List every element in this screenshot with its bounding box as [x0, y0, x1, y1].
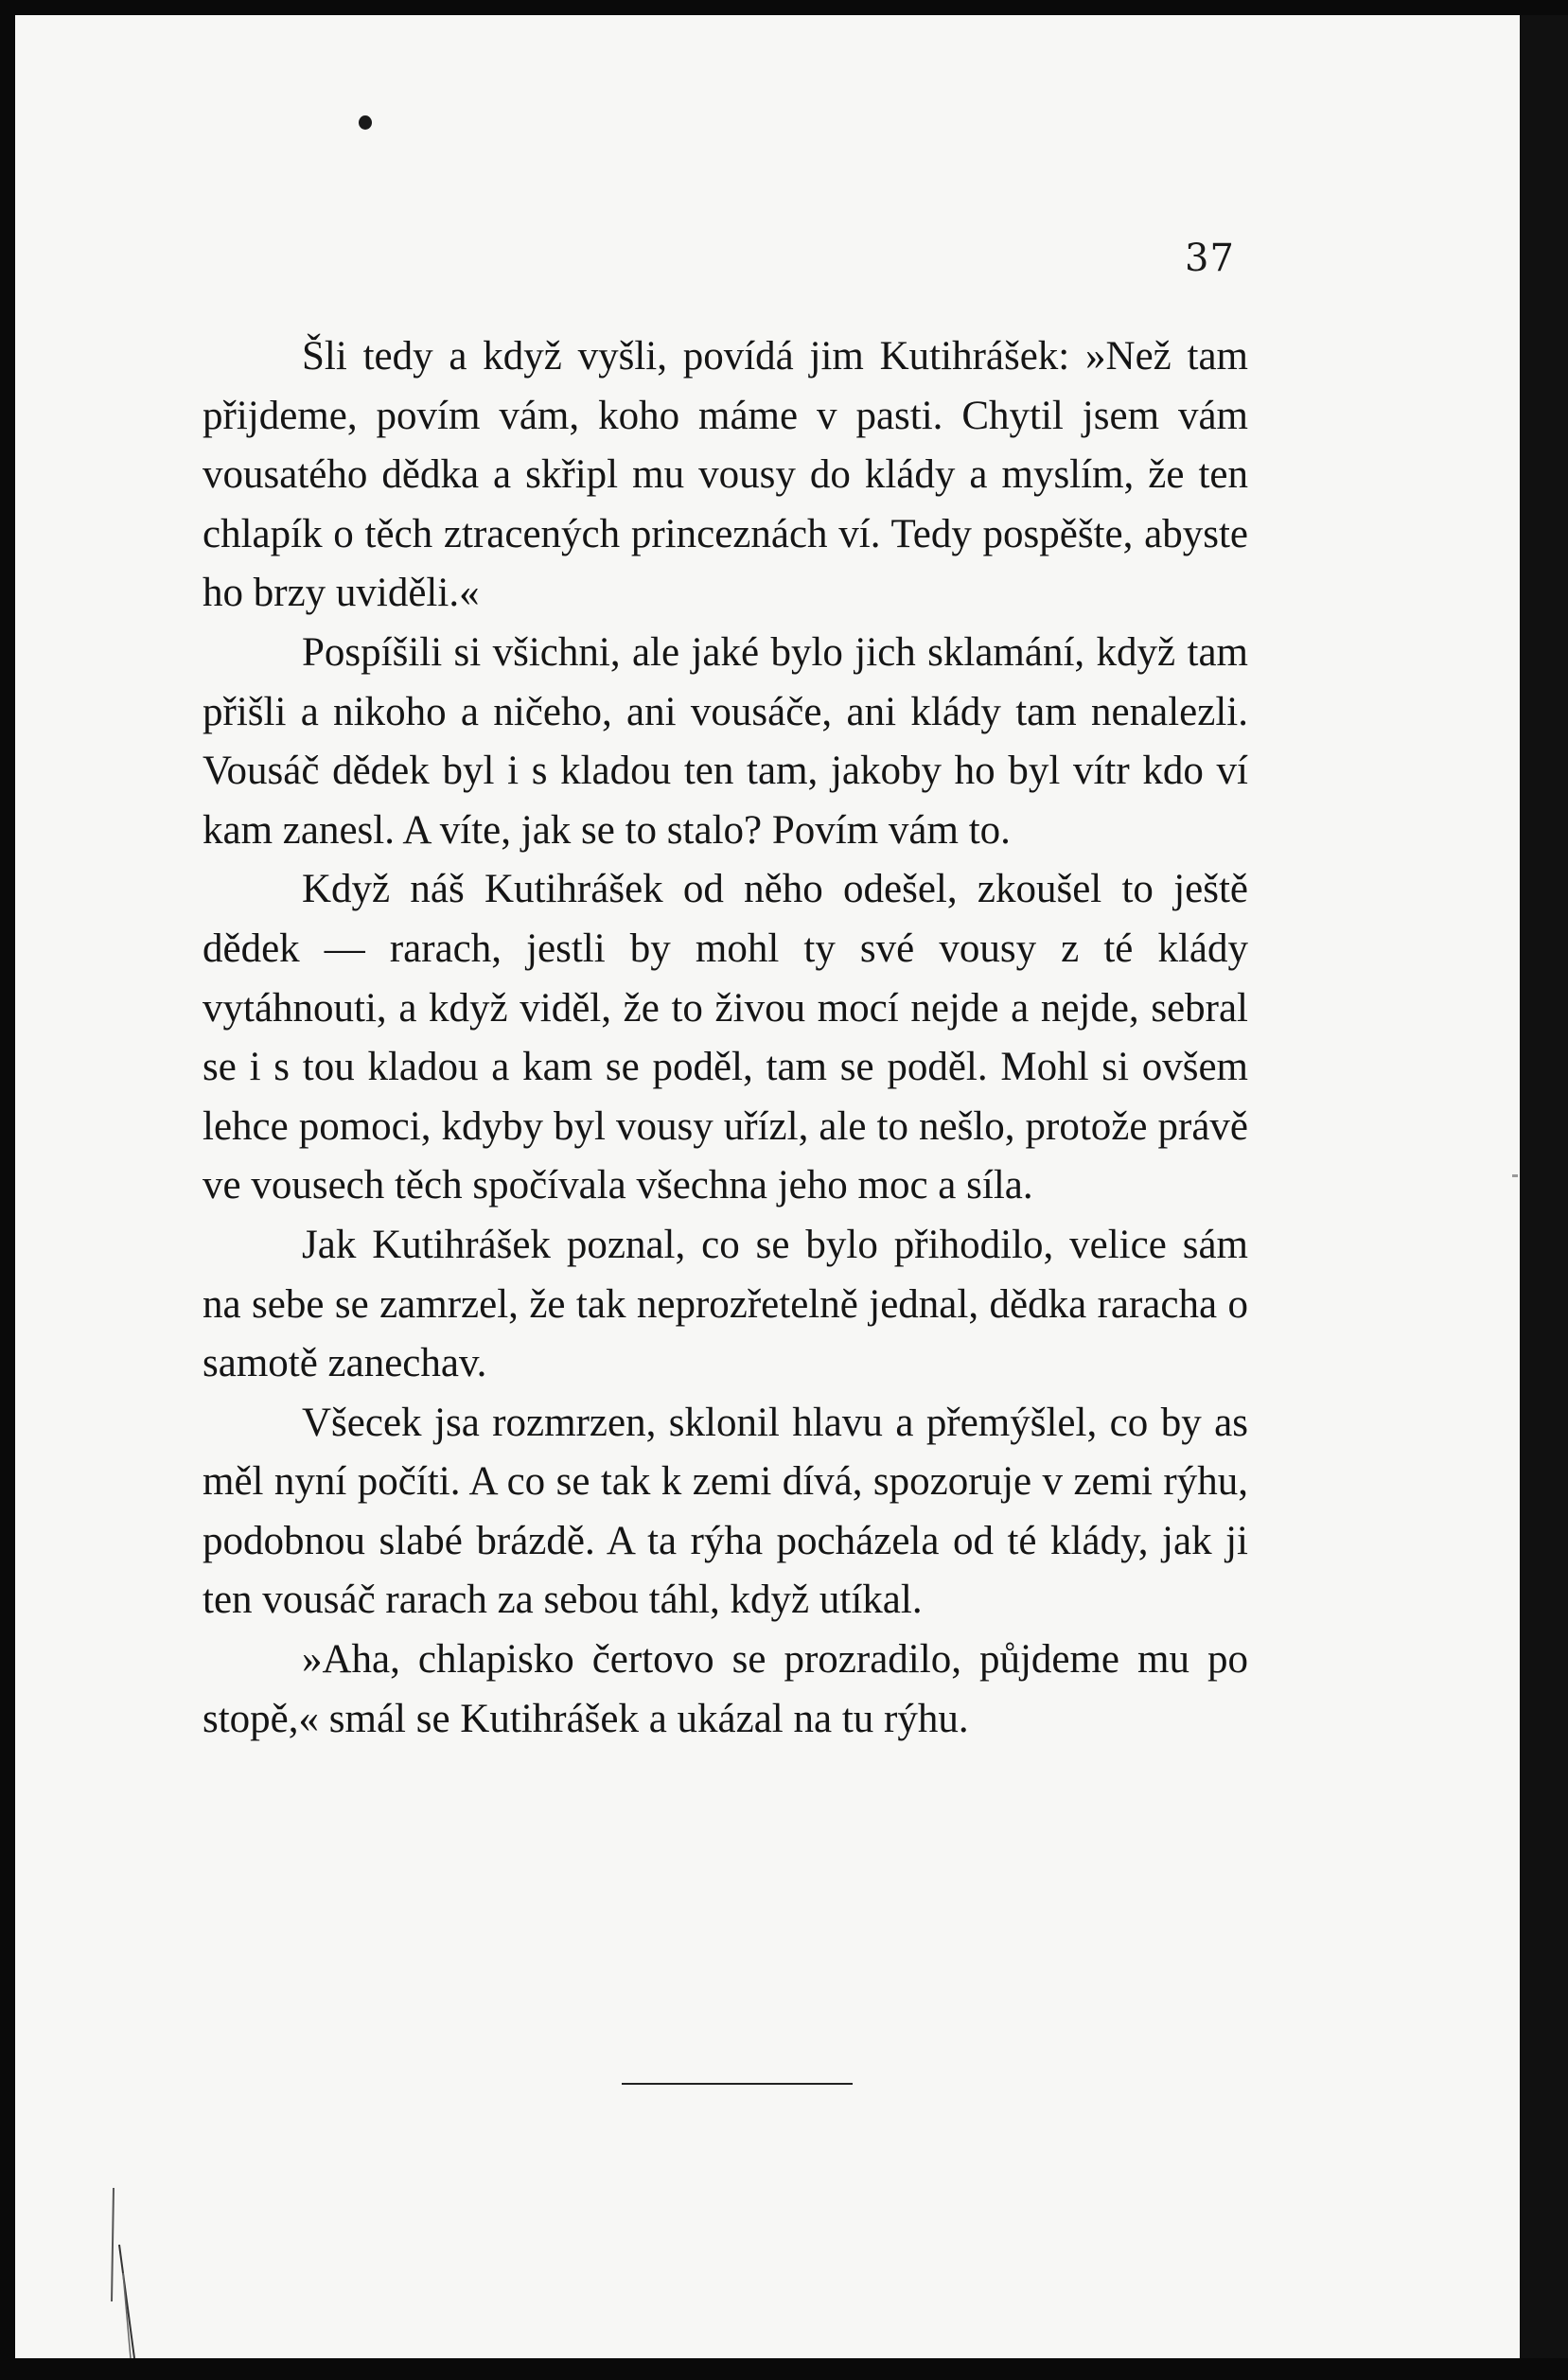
paragraph: »Aha, chlapisko čertovo se prozradilo, půjdeme mu po stopě,« smál se Kutihrášek a ukázal na tu rýhu.: [203, 1637, 1248, 1741]
paragraph: Když náš Kutihrášek od něho odešel, zkoušel to ještě dědek — rarach, jestli by mohl ty své vousy z té klády vytáhnouti, a když viděl, že to živou mocí nejde a nejde, sebral se i s tou kladou a kam se poděl, tam se poděl. Mohl si ovšem lehce pomoci, kdyby byl vousy uřízl, ale to nešlo, protože právě ve vousech těch spočívala všechna jeho moc a síla.: [203, 867, 1248, 1208]
paragraph: Pospíšili si všichni, ale jaké bylo jich sklamání, když tam přišli a nikoho a ničeho, ani vousáče, ani klády tam nenalezli. Vousáč dědek byl i s kladou ten tam, jakoby ho byl vítr kdo ví kam zanesl. A víte, jak se to stalo? Povím vám to.: [203, 629, 1248, 853]
binding-scratch-icon: [106, 2188, 144, 2358]
edge-mark: [1512, 1174, 1518, 1177]
book-page: [15, 15, 1520, 2358]
paragraph: Šli tedy a když vyšli, povídá jim Kutihrášek: »Než tam přijdeme, povím vám, koho máme v pasti. Chytil jsem vám vousatého dědka a skřipl mu vousy do klády a myslím, že ten chlapík o těch ztracených princeznách ví. Tedy pospěšte, abyste ho brzy uviděli.«: [203, 334, 1248, 616]
paragraph: Všecek jsa rozmrzen, sklonil hlavu a přemýšlel, co by as měl nyní počíti. A co se tak k zemi dívá, spozoruje v zemi rýhu, podobnou slabé brázdě. A ta rýha pocházela od té klády, jak ji ten vousáč rarach za sebou táhl, když utíkal.: [203, 1400, 1248, 1623]
ink-speck: [359, 115, 372, 130]
scan-border: [1520, 15, 1568, 2358]
body-text: [203, 327, 1248, 1749]
paragraph: Jak Kutihrášek poznal, co se bylo přihodilo, velice sám na sebe se zamrzel, že tak neprozřetelně jednal, dědka raracha o samotě zanechav.: [203, 1222, 1248, 1386]
page-number: 37: [1185, 237, 1235, 280]
chapter-end-rule: [622, 2083, 853, 2085]
